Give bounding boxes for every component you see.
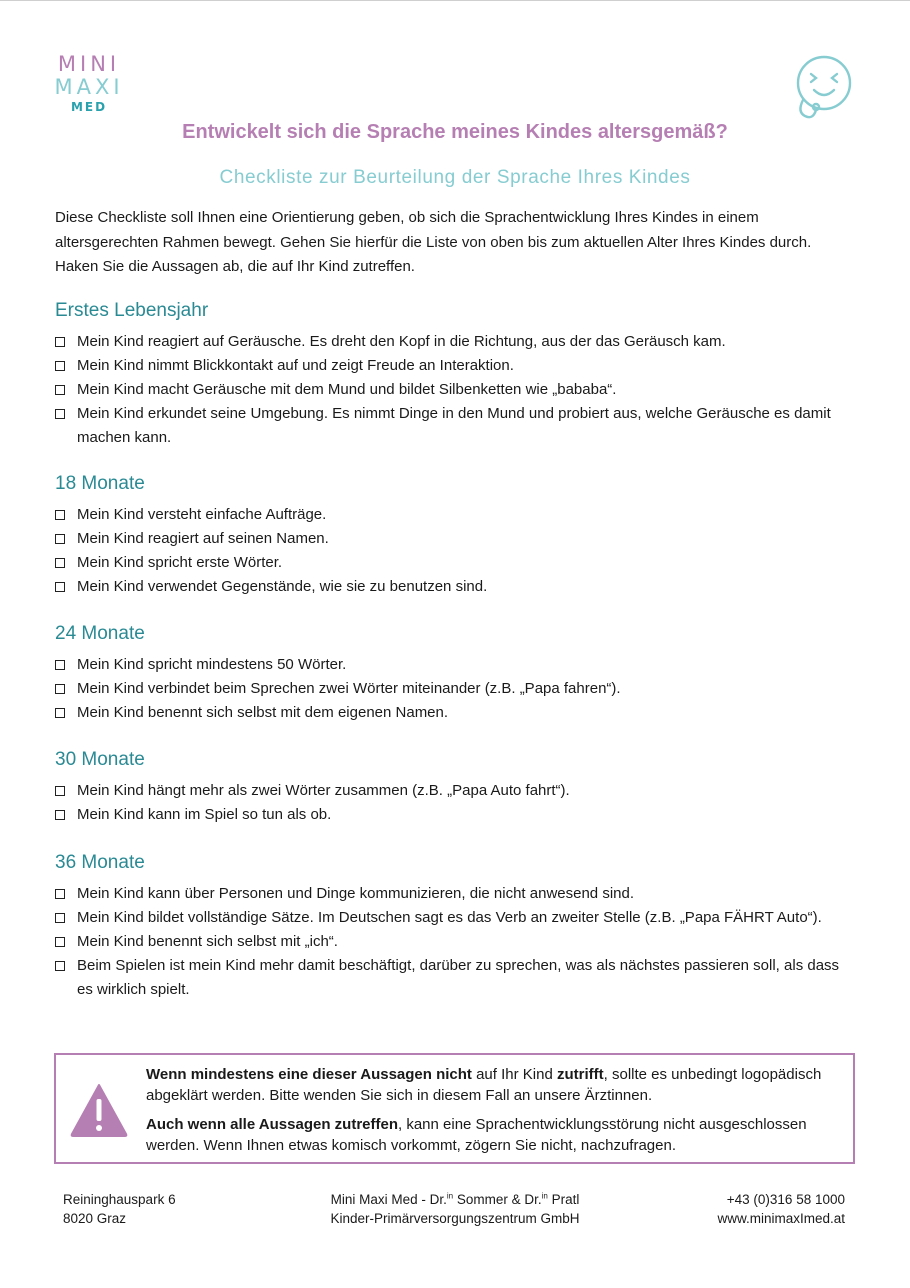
warning-icon	[69, 1082, 129, 1138]
checkbox[interactable]	[55, 660, 65, 670]
checklist-item[interactable]: Mein Kind verwendet Gegenstände, wie sie zu benutzen sind.	[55, 575, 855, 599]
section-30-months	[55, 747, 855, 827]
checklist-item[interactable]: Mein Kind verbindet beim Sprechen zwei Wörter miteinander (z.B. „Papa fahren“).	[55, 677, 855, 701]
checkbox[interactable]	[55, 889, 65, 899]
checkbox[interactable]	[55, 361, 65, 371]
page-title: Entwickelt sich die Sprache meines Kindes altersgemäß?	[182, 121, 728, 143]
section-first-year	[55, 298, 855, 450]
checklist-item[interactable]: Mein Kind hängt mehr als zwei Wörter zusammen (z.B. „Papa Auto fahrt“).	[55, 779, 855, 803]
footer-contact	[717, 1190, 845, 1228]
checklist-item[interactable]: Mein Kind nimmt Blickkontakt auf und zeigt Freude an Interaktion.	[55, 354, 855, 378]
checklist-item[interactable]: Mein Kind benennt sich selbst mit dem eigenen Namen.	[55, 701, 855, 725]
checkbox[interactable]	[55, 961, 65, 971]
checkbox[interactable]	[55, 684, 65, 694]
checkbox[interactable]	[55, 786, 65, 796]
page-subtitle: Checkliste zur Beurteilung der Sprache Ihres Kindes	[219, 167, 691, 188]
checkbox[interactable]	[55, 810, 65, 820]
checklist-item[interactable]: Mein Kind macht Geräusche mit dem Mund und bildet Silbenketten wie „bababa“.	[55, 378, 855, 402]
checkbox[interactable]	[55, 534, 65, 544]
checkbox[interactable]	[55, 913, 65, 923]
logo-line-maxi: MAXI	[54, 75, 124, 99]
checklist-item[interactable]: Mein Kind spricht erste Wörter.	[55, 551, 855, 575]
notice-box	[54, 1053, 855, 1164]
footer-website-link[interactable]: www.minimaxImed.at	[717, 1211, 845, 1226]
checklist-item[interactable]: Mein Kind erkundet seine Umgebung. Es nimmt Dinge in den Mund und probiert aus, welche Geräusche es damit machen kann.	[55, 402, 855, 450]
notice-paragraph-1: Wenn mindestens eine dieser Aussagen nicht auf Ihr Kind zutrifft, sollte es unbedingt logopädisch abgeklärt werden. Bitte wenden Sie sich in diesem Fall an unsere Ärztinnen.	[146, 1066, 822, 1104]
footer-address: Reininghauspark 6 8020 Graz	[63, 1192, 176, 1226]
top-rule	[0, 0, 910, 1]
checklist-item[interactable]: Mein Kind benennt sich selbst mit „ich“.	[55, 930, 855, 954]
logo-line-mini: MINI	[57, 52, 121, 76]
checklist-item[interactable]: Mein Kind versteht einfache Aufträge.	[55, 503, 855, 527]
checkbox[interactable]	[55, 708, 65, 718]
section-heading: 30 Monate	[55, 749, 145, 770]
checklist-item[interactable]: Beim Spielen ist mein Kind mehr damit beschäftigt, darüber zu sprechen, was als nächstes passieren soll, als dass es wirklich spielt.	[55, 954, 855, 1002]
notice-text	[146, 1064, 851, 1164]
checkbox[interactable]	[55, 582, 65, 592]
section-heading: 24 Monate	[55, 623, 145, 644]
checklist-item[interactable]: Mein Kind kann im Spiel so tun als ob.	[55, 803, 855, 827]
section-heading: Erstes Lebensjahr	[55, 300, 209, 321]
footer-phone: +43 (0)316 58 1000	[726, 1192, 845, 1207]
checkbox[interactable]	[55, 385, 65, 395]
logo	[54, 54, 124, 113]
footer-company: Mini Maxi Med - Dr.$^{in}$ Sommer & Dr.$^{in}$ Pratl Kinder-Primärversorgungszentrum GmbH	[330, 1191, 580, 1226]
checklist-item[interactable]: Mein Kind bildet vollständige Sätze. Im Deutschen sagt es das Verb an zweiter Stelle (z.B. „Papa FÄHRT Auto“).	[55, 906, 855, 930]
section-36-months	[55, 850, 855, 1002]
checklist-item[interactable]: Mein Kind reagiert auf seinen Namen.	[55, 527, 855, 551]
stethoscope-smiley-icon	[789, 54, 855, 120]
checklist-item[interactable]: Mein Kind reagiert auf Geräusche. Es dreht den Kopf in die Richtung, aus der das Geräusch kam.	[55, 330, 855, 354]
checkbox[interactable]	[55, 337, 65, 347]
checkbox[interactable]	[55, 409, 65, 419]
section-24-months	[55, 621, 855, 725]
checklist-item[interactable]: Mein Kind kann über Personen und Dinge kommunizieren, die nicht anwesend sind.	[55, 882, 855, 906]
section-heading: 18 Monate	[55, 473, 145, 494]
intro-paragraph: Diese Checkliste soll Ihnen eine Orientierung geben, ob sich die Sprachentwicklung Ihres Kindes in einem altersgerechten Rahmen bewegt. Gehen Sie hierfür die Liste von oben bis zum aktuellen Alter Ihres Kindes durch. Haken Sie die Aussagen ab, die auf Ihr Kind zutreffen.	[55, 209, 812, 275]
checkbox[interactable]	[55, 937, 65, 947]
section-18-months	[55, 471, 855, 599]
notice-paragraph-2: Auch wenn alle Aussagen zutreffen, kann eine Sprachentwicklungsstörung nicht ausgeschlossen werden. Wenn Ihnen etwas komisch vorkommt, zögern Sie nicht, nachzufragen.	[146, 1116, 807, 1154]
section-heading: 36 Monate	[55, 852, 145, 873]
logo-line-med: MED	[70, 100, 108, 114]
checklist-item[interactable]: Mein Kind spricht mindestens 50 Wörter.	[55, 653, 855, 677]
checkbox[interactable]	[55, 558, 65, 568]
checkbox[interactable]	[55, 510, 65, 520]
